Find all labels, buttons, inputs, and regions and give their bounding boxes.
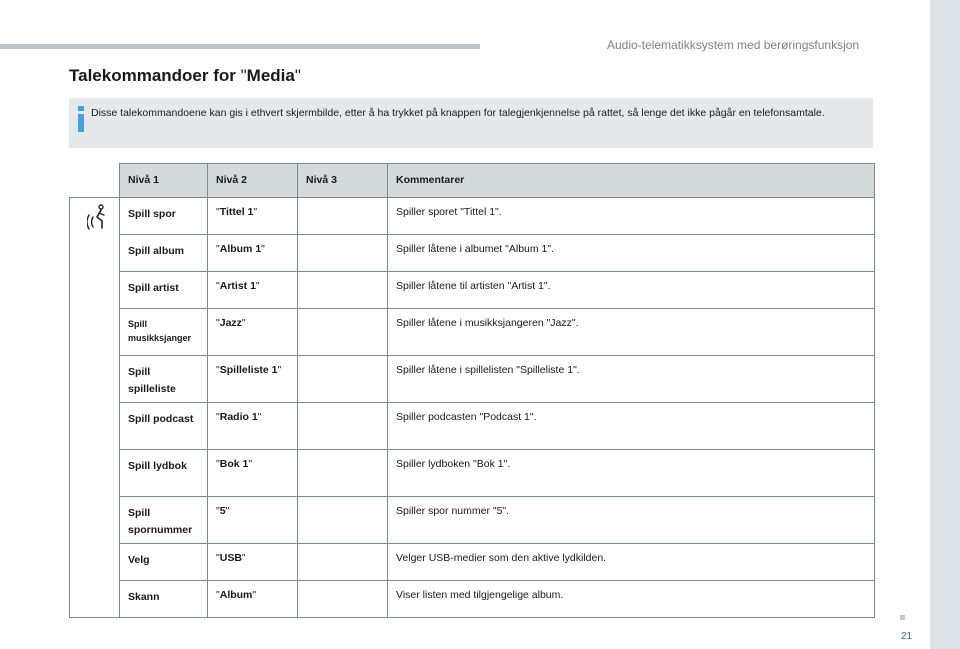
table-row bbox=[70, 235, 875, 272]
info-box bbox=[69, 98, 873, 148]
section-title-open-quote: " bbox=[240, 66, 247, 85]
comment-cell: Spiller låtene i albumet "Album 1". bbox=[388, 235, 875, 272]
header-level1: Nivå 1 bbox=[120, 164, 208, 198]
level2-value: Artist 1 bbox=[219, 280, 256, 292]
command-table bbox=[69, 163, 874, 618]
header-comment: Kommentarer bbox=[388, 164, 875, 198]
comment-cell: Spiller låtene i spillelisten "Spilleliste 1". bbox=[388, 356, 875, 403]
side-marker bbox=[900, 615, 905, 620]
table-row bbox=[70, 497, 875, 544]
section-title-close-quote: " bbox=[294, 66, 301, 85]
info-icon bbox=[77, 106, 85, 132]
level1-cell: Spill artist bbox=[120, 272, 208, 309]
level1-cell: Spill spor bbox=[120, 198, 208, 235]
level2-value: 5 bbox=[219, 505, 226, 517]
level2-value: Radio 1 bbox=[219, 411, 258, 423]
level2-value: Bok 1 bbox=[219, 458, 249, 470]
level2-value: Tittel 1 bbox=[219, 206, 254, 218]
icon-cell bbox=[70, 198, 120, 235]
icon-cell bbox=[70, 309, 120, 356]
table-row bbox=[70, 581, 875, 618]
level1-cell: Spill spornummer bbox=[120, 497, 208, 544]
level1-cell: Spill lydbok bbox=[120, 450, 208, 497]
side-band bbox=[930, 0, 960, 649]
icon-cell bbox=[70, 581, 120, 618]
level2-value: Album bbox=[219, 589, 253, 601]
table-row bbox=[70, 198, 875, 235]
level3-cell bbox=[298, 403, 388, 450]
level3-cell bbox=[298, 497, 388, 544]
section-title-bold: Media bbox=[246, 66, 295, 85]
header-title: Audio-telematikksystem med berøringsfunksjon bbox=[607, 38, 860, 52]
icon-cell bbox=[70, 544, 120, 581]
level3-cell bbox=[298, 198, 388, 235]
icon-cell bbox=[70, 272, 120, 309]
comment-cell: Viser listen med tilgjengelige album. bbox=[388, 581, 875, 618]
info-text: Disse talekommandoene kan gis i ethvert skjermbilde, etter å ha trykket på knappen for talegjenkjennelse på rattet, så lenge det ikke pågår en telefonsamtale. bbox=[91, 107, 825, 119]
level3-cell bbox=[298, 450, 388, 497]
level1-cell: Spill musikksjanger bbox=[120, 309, 208, 356]
level1-cell: Spill spilleliste bbox=[120, 356, 208, 403]
comment-cell: Spiller podcasten "Podcast 1". bbox=[388, 403, 875, 450]
table-row bbox=[70, 403, 875, 450]
comment-cell: Spiller sporet "Tittel 1". bbox=[388, 198, 875, 235]
level1-cell: Spill album bbox=[120, 235, 208, 272]
level2-value: Jazz bbox=[219, 317, 242, 329]
comment-cell: Spiller spor nummer "5". bbox=[388, 497, 875, 544]
level2-cell: "5" bbox=[208, 497, 298, 544]
level3-cell bbox=[298, 309, 388, 356]
comment-cell: Spiller låtene i musikksjangeren "Jazz". bbox=[388, 309, 875, 356]
level3-cell bbox=[298, 581, 388, 618]
level3-cell bbox=[298, 356, 388, 403]
level1-cell: Velg bbox=[120, 544, 208, 581]
icon-cell bbox=[70, 450, 120, 497]
header-level2: Nivå 2 bbox=[208, 164, 298, 198]
level2-cell: "Jazz" bbox=[208, 309, 298, 356]
level3-cell bbox=[298, 235, 388, 272]
level2-cell: "Radio 1" bbox=[208, 403, 298, 450]
comment-cell: Velger USB-medier som den aktive lydkilden. bbox=[388, 544, 875, 581]
level2-cell: "Bok 1" bbox=[208, 450, 298, 497]
section-title-main: Talekommandoer for bbox=[69, 66, 241, 85]
level2-cell: "Artist 1" bbox=[208, 272, 298, 309]
table-row bbox=[70, 450, 875, 497]
level3-cell bbox=[298, 544, 388, 581]
level2-cell: "Album" bbox=[208, 581, 298, 618]
table-row bbox=[70, 309, 875, 356]
icon-cell bbox=[70, 356, 120, 403]
level2-value: Spilleliste 1 bbox=[219, 364, 278, 376]
level2-cell: "Album 1" bbox=[208, 235, 298, 272]
level2-value: Album 1 bbox=[219, 243, 262, 255]
section-title bbox=[69, 66, 301, 86]
table-row bbox=[70, 272, 875, 309]
icon-cell bbox=[70, 403, 120, 450]
header-blank bbox=[70, 164, 120, 198]
table-row bbox=[70, 356, 875, 403]
level2-value: USB bbox=[219, 552, 242, 564]
level1-cell: Skann bbox=[120, 581, 208, 618]
voice-command-icon bbox=[87, 204, 109, 230]
level2-cell: "Tittel 1" bbox=[208, 198, 298, 235]
icon-cell bbox=[70, 235, 120, 272]
level2-cell: "Spilleliste 1" bbox=[208, 356, 298, 403]
comment-cell: Spiller låtene til artisten "Artist 1". bbox=[388, 272, 875, 309]
level2-cell: "USB" bbox=[208, 544, 298, 581]
table-row bbox=[70, 544, 875, 581]
icon-cell bbox=[70, 497, 120, 544]
level3-cell bbox=[298, 272, 388, 309]
level1-cell: Spill podcast bbox=[120, 403, 208, 450]
header-level3: Nivå 3 bbox=[298, 164, 388, 198]
comment-cell: Spiller lydboken "Bok 1". bbox=[388, 450, 875, 497]
header-rule bbox=[0, 44, 480, 49]
page-number: 21 bbox=[901, 631, 913, 642]
